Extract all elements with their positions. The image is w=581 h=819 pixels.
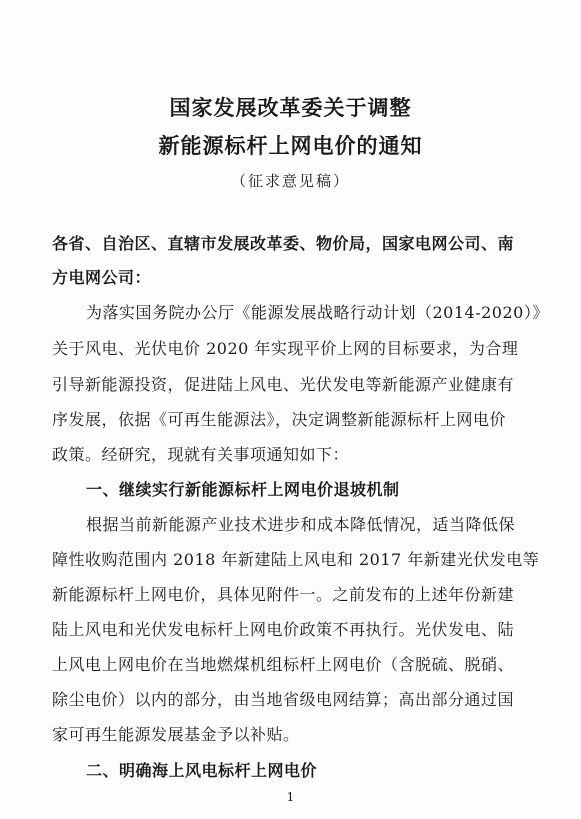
section1-paragraph-line: 上风电上网电价在当地燃煤机组标杆上网电价（含脱硫、脱硝、 <box>52 655 515 674</box>
recipients-line2: 方电网公司： <box>52 268 152 287</box>
section1-paragraph-line: 新能源标杆上网电价，具体见附件一。之前发布的上述年份新建 <box>52 585 515 604</box>
recipients-line1: 各省、自治区、直辖市发展改革委、物价局，国家电网公司、南 <box>52 234 515 253</box>
section1-paragraph-line: 根据当前新能源产业技术进步和成本降低情况，适当降低保 <box>86 515 516 534</box>
section2-heading: 二、明确海上风电标杆上网电价 <box>86 761 318 780</box>
section1-paragraph-line: 障性收购范围内 2018 年新建陆上风电和 2017 年新建光伏发电等 <box>52 550 540 569</box>
intro-paragraph-line: 为落实国务院办公厅《能源发展战略行动计划（2014-2020）》 <box>86 303 549 322</box>
draft-subtitle: （征求意见稿） <box>230 172 350 190</box>
intro-paragraph-line: 序发展，依据《可再生能源法》，决定调整新能源标杆上网电价 <box>52 410 507 429</box>
section1-heading: 一、继续实行新能源标杆上网电价退坡机制 <box>86 480 400 499</box>
section1-paragraph-line: 除尘电价）以内的部分，由当地省级电网结算；高出部分通过国 <box>52 690 515 709</box>
document-title-line1: 国家发展改革委关于调整 <box>169 95 412 120</box>
intro-paragraph-line: 政策。经研究，现就有关事项通知如下： <box>52 445 350 464</box>
document-title-line2: 新能源标杆上网电价的通知 <box>158 133 423 158</box>
intro-paragraph-line: 关于风电、光伏电价 2020 年实现平价上网的目标要求，为合理 <box>52 339 519 358</box>
page-number: 1 <box>286 790 295 804</box>
section1-paragraph-line: 陆上风电和光伏发电标杆上网电价政策不再执行。光伏发电、陆 <box>52 620 515 639</box>
intro-paragraph-line: 引导新能源投资，促进陆上风电、光伏发电等新能源产业健康有 <box>52 375 515 394</box>
section1-paragraph-line: 家可再生能源发展基金予以补贴。 <box>52 725 300 744</box>
